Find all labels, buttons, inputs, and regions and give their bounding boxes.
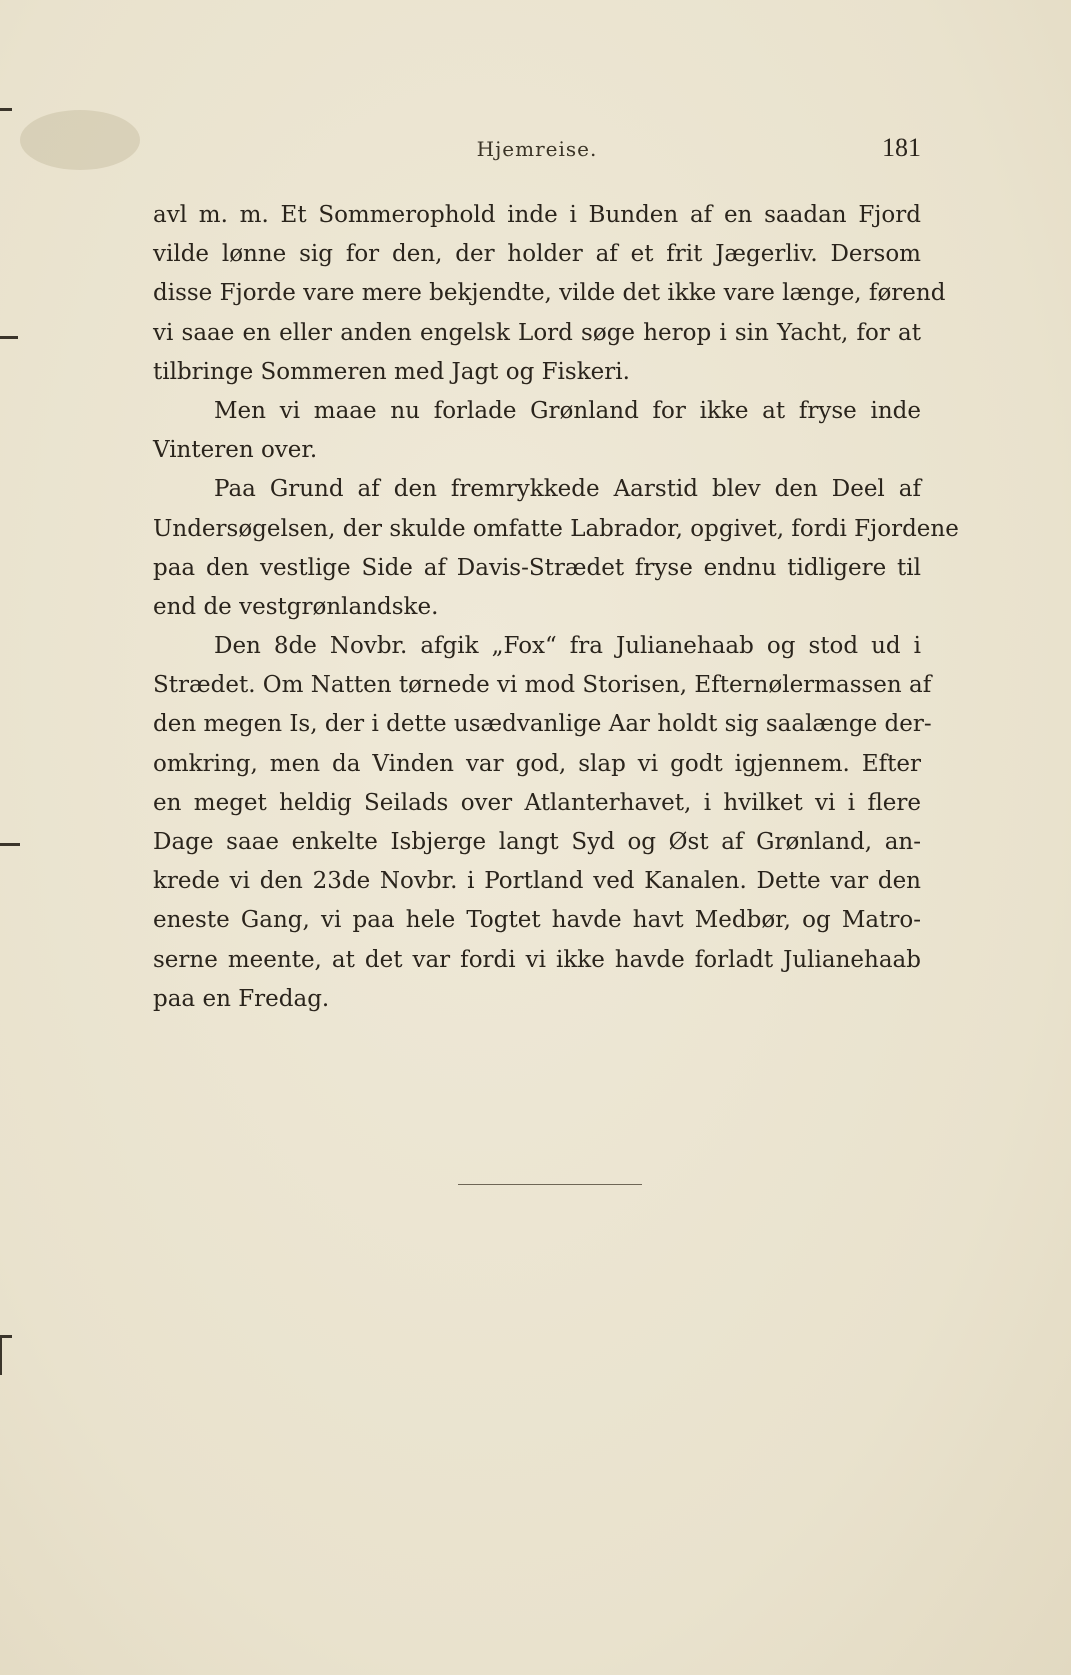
text-line: den megen Is, der i dette usædvanlige Aar holdt sig saalænge der-: [153, 711, 932, 738]
text-line: Undersøgelsen, der skulde omfatte Labrador, opgivet, fordi Fjordene: [153, 515, 959, 542]
text-line: vilde lønne sig for den, der holder af et frit Jægerliv. Dersom: [153, 241, 921, 268]
text-line: Men vi maae nu forlade Grønland for ikke at fryse inde: [214, 397, 921, 424]
running-title: Hjemreise.: [476, 137, 598, 161]
page-stain: [20, 110, 140, 170]
text-line: avl m. m. Et Sommerophold inde i Bunden af en saadan Fjord: [153, 202, 921, 228]
text-line: paa en Fredag.: [153, 985, 330, 1012]
text-line: Strædet. Om Natten tørnede vi mod Storisen, Efternølermassen af: [153, 672, 932, 699]
text-line: eneste Gang, vi paa hele Togtet havde havt Medbør, og Matro-: [153, 907, 921, 934]
page-edge-mark: [0, 108, 12, 111]
text-line: vi saae en eller anden engelsk Lord søge herop i sin Yacht, for at: [153, 319, 921, 346]
page-edge-mark: [0, 336, 18, 339]
text-line: Den 8de Novbr. afgik „Fox“ fra Julianehaab og stod ud i: [214, 633, 921, 660]
text-line: paa den vestlige Side af Davis-Strædet fryse endnu tidligere til: [153, 554, 921, 581]
text-line: omkring, men da Vinden var god, slap vi godt igjennem. Efter: [153, 750, 921, 777]
section-divider: [458, 1184, 642, 1185]
text-line: end de vestgrønlandske.: [153, 593, 439, 620]
text-line: krede vi den 23de Novbr. i Portland ved Kanalen. Dette var den: [153, 868, 921, 895]
text-line: en meget heldig Seilads over Atlanterhavet, i hvilket vi i flere: [153, 789, 921, 816]
page-header: [153, 133, 921, 173]
text-line: Paa Grund af den fremrykkede Aarstid blev den Deel af: [214, 476, 921, 503]
text-line: Dage saae enkelte Isbjerge langt Syd og Øst af Grønland, an-: [153, 829, 921, 855]
page-edge-mark: [0, 843, 20, 846]
text-line: Vinteren over.: [153, 437, 318, 464]
page-number: 181: [882, 133, 921, 162]
page-edge-mark: [0, 1335, 2, 1375]
text-line: disse Fjorde vare mere bekjendte, vilde det ikke vare længe, førend: [153, 280, 946, 307]
text-line: serne meente, at det var fordi vi ikke havde forladt Julianehaab: [153, 946, 921, 973]
body-text: [153, 196, 959, 1019]
text-line: tilbringe Sommeren med Jagt og Fiskeri.: [153, 358, 630, 385]
